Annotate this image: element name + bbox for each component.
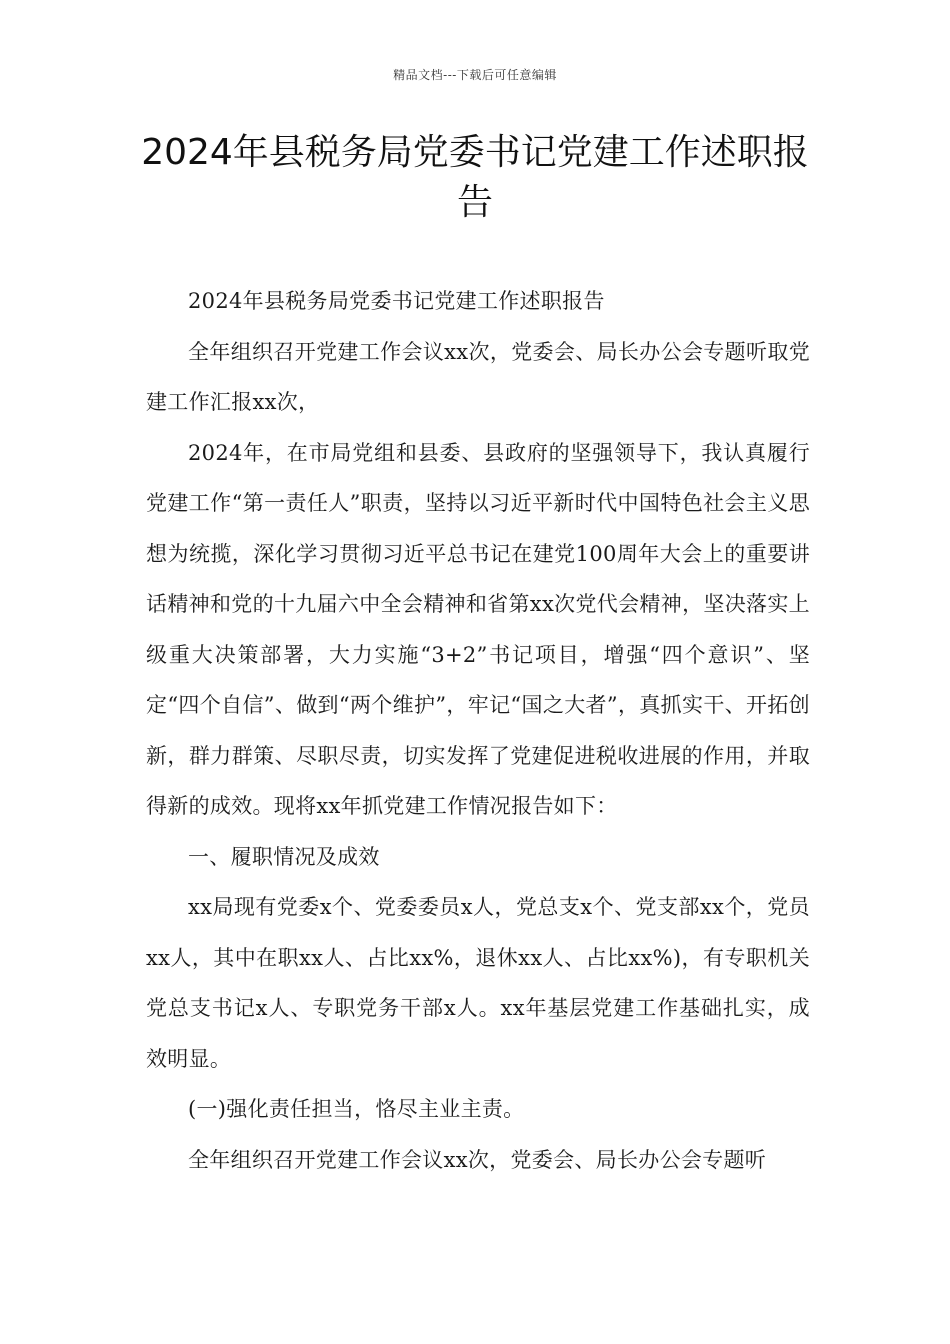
paragraph: 2024年，在市局党组和县委、县政府的坚强领导下，我认真履行党建工作“第一责任人”职责，坚持以习近平新时代中国特色社会主义思想为统揽，深化学习贯彻习近平总书记在建党100周年大会上的重要讲话精神和党的十九届六中全会精神和省第xx次党代会精神，坚决落实上级重大决策部署，大力实施“3+2”书记项目，增强“四个意识”、坚定“四个自信”、做到“两个维护”，牢记“国之大者”，真抓实干、开拓创新，群力群策、尽职尽责，切实发挥了党建促进税收进展的作用，并取得新的成效。现将xx年抓党建工作情况报告如下： <box>146 440 810 818</box>
document-body <box>146 276 810 1185</box>
paragraph: 全年组织召开党建工作会议xx次，党委会、局长办公会专题听 <box>188 1147 767 1172</box>
subsection-heading: (一)强化责任担当，恪尽主业主责。 <box>188 1097 525 1121</box>
document-title: 2024年县税务局党委书记党建工作述职报告 <box>141 132 809 223</box>
paragraph: xx局现有党委x个、党委委员x人，党总支x个、党支部xx个，党员xx人，其中在职xx人、占比xx%，退休xx人、占比xx%)，有专职机关党总支书记x人、专职党务干部x人。xx年基层党建工作基础扎实，成效明显。 <box>146 895 810 1071</box>
section-heading: 一、履职情况及成效 <box>188 844 380 869</box>
header-note: 精品文档---下载后可任意编辑 <box>393 68 557 82</box>
paragraph: 全年组织召开党建工作会议xx次，党委会、局长办公会专题听取党建工作汇报xx次， <box>146 339 810 414</box>
paragraph-subtitle: 2024年县税务局党委书记党建工作述职报告 <box>188 289 605 313</box>
